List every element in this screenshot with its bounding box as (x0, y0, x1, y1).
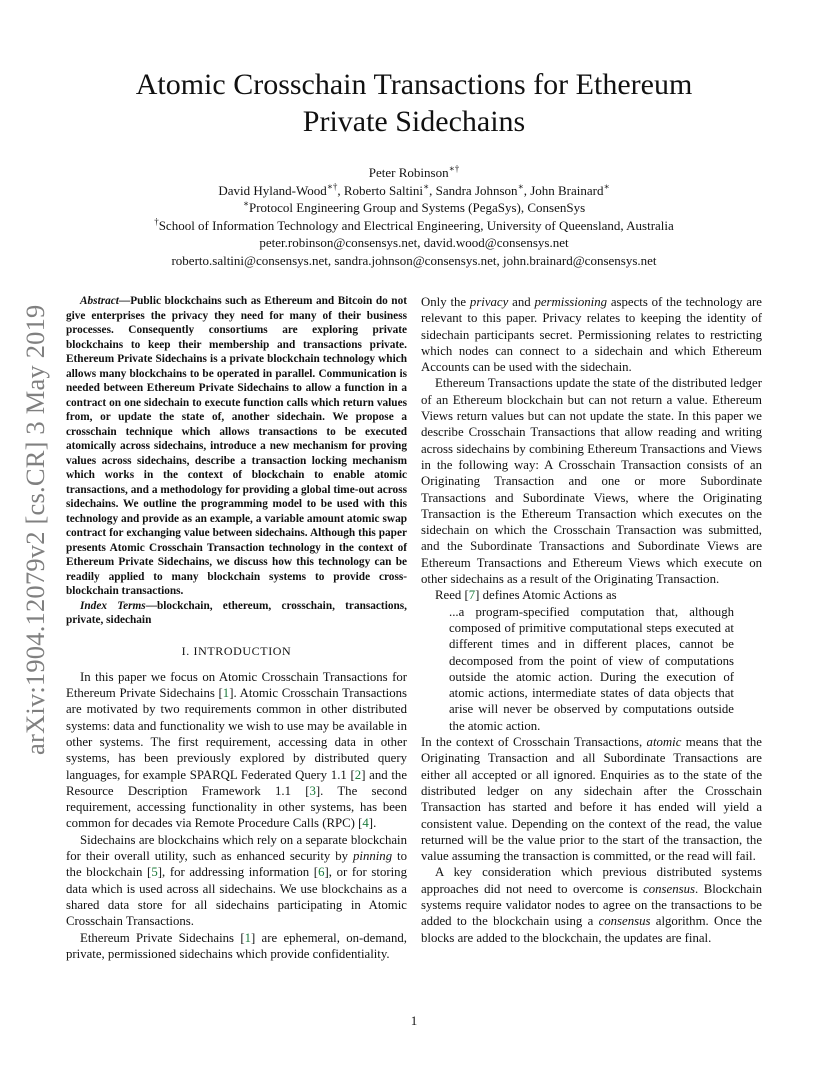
paragraph-text: . Atomic Crosschain Transactions are motivated by two requirements common in other distributed systems: data and functionality we wish to use may be available in other systems. The first requirement, accessing data in other systems, has been previously explored by distributed query languages, for example SPARQL Federated Query 1.1 (66, 686, 407, 782)
right-column (421, 294, 762, 946)
author-mark: ∗ (603, 181, 610, 192)
right-paragraph-4 (421, 734, 762, 864)
paragraph-text: to the blockchain (66, 849, 407, 880)
citation-link[interactable]: [ 6 ] (314, 865, 329, 879)
author-block (0, 164, 828, 269)
affiliation-mark: ∗ (242, 198, 249, 209)
paragraph-text: In this paper we focus on Atomic Crosschain Transactions for Ethereum Private Sidechains (66, 669, 407, 701)
emphasis-text: permissioning (534, 295, 607, 309)
citation-link[interactable]: [ 5 ] (147, 865, 162, 879)
paper-title (0, 66, 828, 140)
author-line-2: David Hyland-Wood∗†, Roberto Saltini∗, Sandra Johnson∗, John Brainard∗ (218, 181, 610, 198)
author-name: Sandra Johnson (435, 182, 518, 198)
author-mark: ∗† (448, 163, 460, 174)
author-name: John Brainard (530, 182, 604, 198)
paragraph-text: . (373, 816, 377, 831)
citation-link[interactable]: [ 2 ] (351, 768, 366, 782)
citation-link[interactable]: [ 1 ] (219, 686, 234, 700)
author-name: Roberto Saltini (343, 182, 423, 198)
paragraph-text: Sidechains are blockchains which rely on a separate blockchain for their overall utility, such as enhanced security by (66, 832, 407, 864)
paragraph-text: A key consideration which previous distributed systems approaches did not need to overcome is (421, 865, 762, 896)
emphasis-text: consensus (643, 881, 695, 896)
paragraph-text: defines Atomic Actions as (479, 588, 617, 603)
author-name: Peter Robinson (368, 165, 449, 180)
citation-link[interactable]: [ 7 ] (465, 588, 480, 602)
author-emails-1[interactable]: peter.robinson@consensys.net, david.wood@consensys.net (259, 235, 569, 250)
paragraph-text: are ephemeral, on-demand, private, permissioned sidechains which provide confidentiality. (66, 930, 407, 961)
paragraph-text: , for addressing information (161, 865, 314, 880)
arxiv-identifier[interactable]: arXiv:1904.12079v2 [cs.CR] 3 May 2019 (20, 304, 50, 755)
author-mark: ∗ (517, 181, 524, 192)
abstract (66, 294, 407, 599)
paragraph-text: and (508, 295, 535, 309)
index-terms (66, 599, 407, 628)
title-line-2: Private Sidechains (302, 105, 526, 138)
title-line-1: Atomic Crosschain Transactions for Ethereum (135, 68, 693, 101)
paragraph-text: means that the Originating Transaction and all Subordinate Transactions are either all accepted or all ignored. Enquiries as to the state of the distributed ledger on any sidechain after the Crosschain Transaction has started and before it has ended will yield a consistent value. Depending on the context of the read, the value returned will be the value prior to the start of the transaction, the value assuming the transaction is committed, or the read will fail. (421, 735, 762, 864)
abstract-lead: Abstract (80, 295, 119, 307)
affiliation-text: School of Information Technology and Electrical Engineering, University of Queensland, Australia (158, 217, 674, 233)
abstract-text: —Public blockchains such as Ethereum and Bitcoin do not give enterprises the privacy they need for many of their business processes. Consequently consortiums are exploring private blockchains to keep their membership and transactions private. Ethereum Private Sidechains is a private blockchain technology which allows many blockchains to be operated in parallel. Communication is needed between Ethereum Private Sidechains to allow a function in a contract on one sidechain to execute function calls which return values from, or update the state of, another sidechain. We propose a crosschain technique which allows transactions to be executed atomically across sidechains, introduce a new mechanism for proving values across sidechains, describe a transaction locking mechanism which works in the context of blockchain to enable atomic transactions, and a methodology for providing a global time-out across sidechains. We outline the programming model to be used with this technology and provide as an example, a variable amount atomic swap contract for exchanging value between sidechains. Although this paper presents Atomic Crosschain Transaction technology in the context of Ethereum Private Sidechains, we discuss how this technology can be readily applied to many blockchain systems to provide cross-blockchain transactions. (66, 295, 407, 597)
author-name: David Hyland-Wood (218, 182, 327, 198)
paragraph-text: . The second requirement, accessing functionality in other systems, has been common for decades via Remote Procedure Calls (RPC) (66, 783, 408, 831)
affiliation-mark: † (154, 216, 159, 227)
page-number: 1 (410, 1013, 418, 1028)
affiliation-text: Protocol Engineering Group and Systems (PegaSys), ConsenSys (248, 200, 586, 215)
right-paragraph-3 (421, 587, 762, 603)
right-paragraph-5 (421, 864, 762, 945)
paragraph-text: Reed (435, 588, 465, 603)
intro-paragraph-1 (66, 669, 407, 832)
index-terms-text: —blockchain, ethereum, crosschain, transactions, private, sidechain (66, 599, 407, 626)
author-line-1 (0, 164, 828, 182)
citation-link[interactable]: [ 1 ] (240, 931, 255, 945)
paragraph-text: Ethereum Private Sidechains (80, 930, 241, 945)
affiliation-2 (0, 217, 828, 235)
paragraph-text: and the Resource Description Framework 1.1 (66, 767, 408, 798)
intro-paragraph-3 (66, 930, 407, 963)
paragraph-text: Only the (421, 295, 470, 309)
paragraph-text: algorithm. Once the blocks are added to the blockchain, the updates are final. (421, 914, 762, 945)
emphasis-text: consensus (598, 914, 651, 929)
author-mark: ∗ (422, 181, 430, 192)
right-paragraph-2: Ethereum Transactions update the state of the distributed ledger of an Ethereum blockchain but can not return a value. Ethereum Views return values but can not update the state. In this paper we describe Crosschain Transactions that allow reading and writing across sidechains by combining Ethereum Transactions and Views in the following way: A Crosschain Transaction consists of an Originating Transaction and one or more Subordinate Transactions and Subordinate Views, where the Originating Transaction is the Ethereum Transaction which executes on the sidechain on which the Crosschain Transaction was submitted, and the Subordinate Transactions and Subordinate Views are Ethereum Transactions and Ethereum Views which execute on other sidechains as a result of the Originating Transaction. (421, 376, 762, 587)
intro-paragraph-2 (66, 832, 407, 930)
index-terms-lead: Index Terms (80, 599, 146, 612)
paragraph-text: . Blockchain systems require validator nodes to agree on the transactions to be added to the blockchain using a (421, 881, 762, 929)
emphasis-text: privacy (469, 295, 509, 309)
paragraph-text: aspects of the technology are relevant to this paper. Privacy relates to keeping the identity of sidechain participants secret. Permissioning relates to restricting which nodes can connect to a sidechain and which Ethereum Accounts can be used with the sidechain. (421, 295, 762, 375)
emphasis-text: pinning (353, 849, 393, 864)
author-mark: ∗† (326, 181, 338, 192)
block-quote: ...a program-specified computation that, although composed of primitive computational steps executed at different times and in different places, cannot be decomposed from the point of view of computations outside the atomic action. During the execution of atomic actions, intermediate states of data objects that arise will never be observed by computations outside the atomic action. (449, 604, 734, 733)
paragraph-text: , or for storing data which is used across all sidechains. We use blockchains as a shared data store for all sidechains participating in Atomic Crosschain Transactions. (66, 865, 407, 929)
author-emails-2[interactable]: roberto.saltini@consensys.net, sandra.johnson@consensys.net, john.brainard@consensys.net (171, 252, 657, 268)
citation-link[interactable]: [ 4 ] (358, 816, 373, 830)
right-paragraph-1 (421, 294, 762, 375)
emphasis-text: atomic (646, 735, 682, 750)
affiliation-1 (0, 199, 828, 217)
paragraph-text: In the context of Crosschain Transactions, (421, 735, 647, 750)
left-column (66, 294, 407, 962)
section-heading-introduction: I. INTRODUCTION (181, 643, 292, 658)
citation-link[interactable]: [ 3 ] (305, 784, 320, 798)
